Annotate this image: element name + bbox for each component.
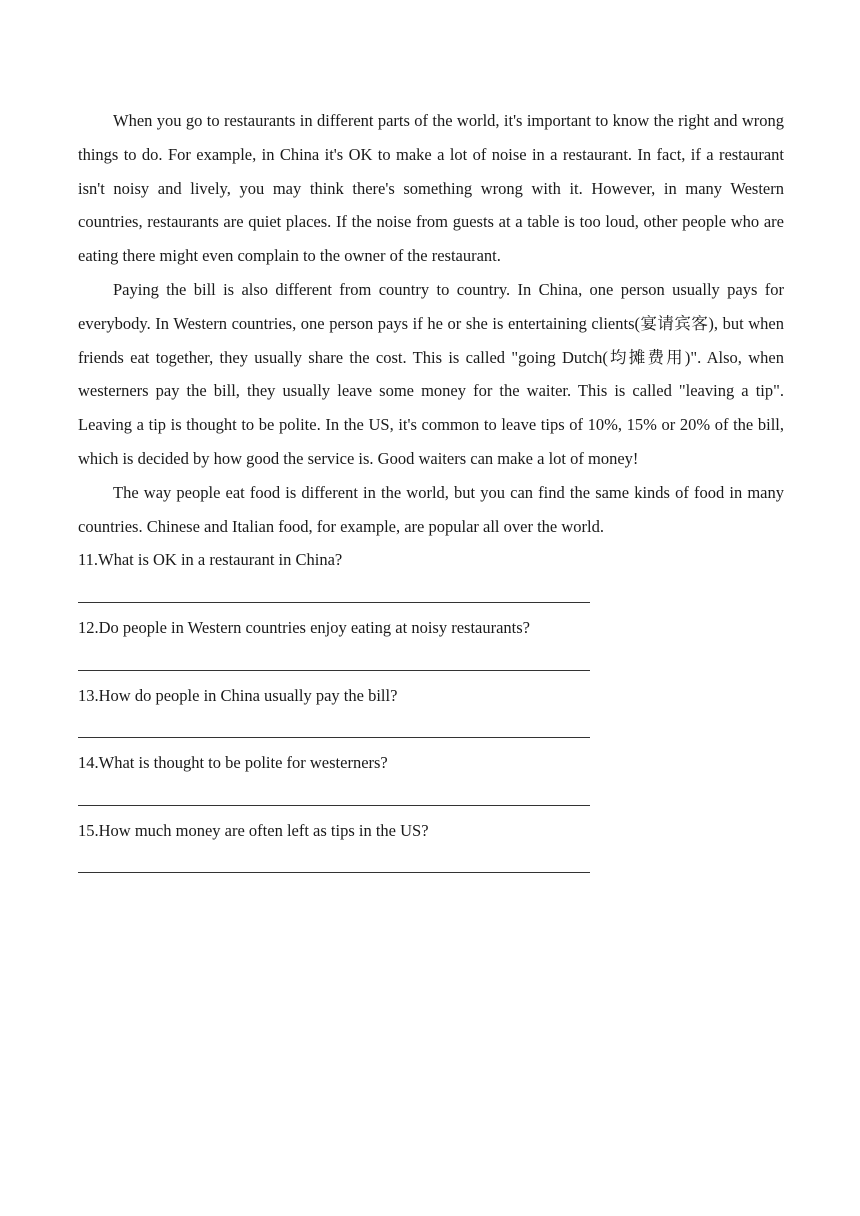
- reading-passage: [78, 104, 784, 543]
- passage-paragraph-1: When you go to restaurants in different parts of the world, it's important to know the right and wrong things to do. For example, in China it's OK to make a lot of noise in a restaurant. In fact, if a restaurant isn't noisy and lively, you may think there's something wrong with it. However, in many Western countries, restaurants are quiet places. If the noise from guests at a table is too loud, other people who are eating there might even complain to the owner of the restaurant.: [78, 111, 784, 266]
- passage-paragraph-2: Paying the bill is also different from country to country. In China, one person usually pays for everybody. In Western countries, one person pays if he or she is entertaining clients(宴请宾客), but when friends eat together, they usually share the cost. This is called "going Dutch(均摊费用)". Also, when westerners pay the bill, they usually leave some money for the waiter. This is called "leaving a tip". Leaving a tip is thought to be polite. In the US, it's common to leave tips of 10%, 15% or 20% of the bill, which is decided by how good the service is. Good waiters can make a lot of money!: [78, 279, 784, 468]
- passage-paragraph-3: The way people eat food is different in the world, but you can find the same kinds of food in many countries. Chinese and Italian food, for example, are popular all over the world.: [78, 482, 784, 536]
- question-list: [78, 543, 784, 881]
- answer-line-13[interactable]: [78, 712, 590, 746]
- question-text-14: 14.What is thought to be polite for westerners?: [78, 753, 388, 773]
- question-item-13: [78, 679, 784, 747]
- answer-line-11[interactable]: [78, 577, 590, 611]
- question-text-11: 11.What is OK in a restaurant in China?: [78, 550, 343, 570]
- document-page: [78, 104, 784, 881]
- question-item-11: [78, 543, 784, 611]
- question-text-12: 12.Do people in Western countries enjoy eating at noisy restaurants?: [78, 617, 530, 637]
- question-text-13: 13.How do people in China usually pay the bill?: [78, 685, 398, 705]
- question-item-14: [78, 746, 784, 814]
- question-item-12: [78, 611, 784, 679]
- answer-line-12[interactable]: [78, 645, 590, 679]
- answer-line-14[interactable]: [78, 780, 590, 814]
- question-text-15: 15.How much money are often left as tips in the US?: [78, 820, 429, 840]
- answer-line-15[interactable]: [78, 848, 590, 882]
- question-item-15: [78, 814, 784, 882]
